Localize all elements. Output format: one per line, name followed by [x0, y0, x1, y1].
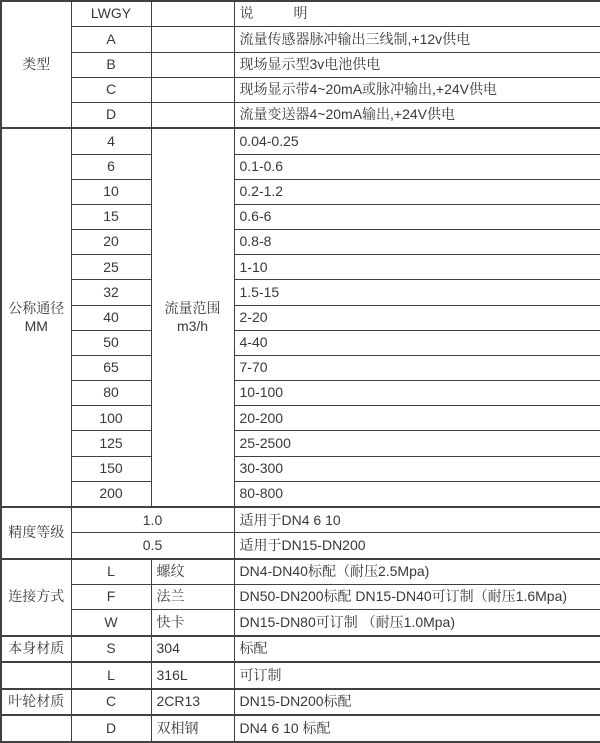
- impeller-name-cell: 316L: [151, 662, 234, 689]
- connection-name-cell: 法兰: [151, 585, 234, 610]
- type-desc-cell: 现场显示带4~20mA或脉冲输出,+24V供电: [234, 77, 600, 102]
- table-row: [1, 559, 600, 585]
- flow-range-cell: 0.8-8: [234, 230, 600, 255]
- diameter-label-line2: MM: [24, 317, 48, 334]
- type-desc-cell: 流量变送器4~20mA输出,+24V供电: [234, 102, 600, 128]
- table-row: [1, 406, 600, 431]
- dn-cell: 20: [71, 230, 151, 255]
- flow-range-cell: 7-70: [234, 355, 600, 380]
- table-row: [1, 610, 600, 636]
- dn-cell: 150: [71, 456, 151, 481]
- dn-cell: 200: [71, 481, 151, 507]
- dn-cell: 15: [71, 204, 151, 229]
- table-row: [1, 128, 600, 154]
- type-code-cell: D: [71, 102, 151, 128]
- type-desc-cell: 现场显示型3v电池供电: [234, 52, 600, 77]
- flow-range-cell: 1.5-15: [234, 280, 600, 305]
- dn-cell: 65: [71, 355, 151, 380]
- flow-range-label-line1: 流量范围: [164, 300, 221, 317]
- flow-range-cell: 30-300: [234, 456, 600, 481]
- table-row: [1, 27, 600, 52]
- flow-range-cell: 4-40: [234, 330, 600, 355]
- table-row: [1, 662, 600, 689]
- table-row: [1, 456, 600, 481]
- dn-cell: 10: [71, 179, 151, 204]
- body-material-desc-cell: 标配: [234, 636, 600, 663]
- flow-range-cell: 0.04-0.25: [234, 128, 600, 154]
- impeller-code-cell: C: [71, 689, 151, 716]
- flow-range-cell: 1-10: [234, 255, 600, 280]
- empty-cell: [151, 102, 234, 128]
- type-code-cell: B: [71, 52, 151, 77]
- connection-name-cell: 螺纹: [151, 559, 234, 585]
- connection-code-cell: F: [71, 585, 151, 610]
- impeller-material-label-cell: 叶轮材质: [1, 689, 71, 716]
- dn-cell: 125: [71, 431, 151, 456]
- impeller-desc-cell: 可订制: [234, 662, 600, 689]
- accuracy-desc-cell: 适用于DN4 6 10: [234, 507, 600, 533]
- table-row: [1, 1, 600, 27]
- dn-cell: 100: [71, 406, 151, 431]
- accuracy-grade-cell: 1.0: [71, 507, 234, 533]
- model-code-cell: LWGY: [71, 1, 151, 27]
- body-material-code-cell: S: [71, 636, 151, 663]
- dn-cell: 50: [71, 330, 151, 355]
- connection-code-cell: L: [71, 559, 151, 585]
- table-row: [1, 77, 600, 102]
- dn-cell: 25: [71, 255, 151, 280]
- accuracy-grade-cell: 0.5: [71, 533, 234, 559]
- empty-cell: [151, 52, 234, 77]
- impeller-name-cell: 2CR13: [151, 689, 234, 716]
- type-desc-cell: 流量传感器脉冲输出三线制,+12v供电: [234, 27, 600, 52]
- impeller-code-cell: D: [71, 715, 151, 742]
- table-row: [1, 585, 600, 610]
- table-row: [1, 636, 600, 663]
- flow-range-label-cell: [151, 128, 234, 507]
- impeller-code-cell: L: [71, 662, 151, 689]
- type-code-cell: A: [71, 27, 151, 52]
- type-label-cell: 类型: [1, 1, 71, 128]
- empty-cell: [151, 1, 234, 27]
- table-row: [1, 102, 600, 128]
- flow-range-cell: 0.1-0.6: [234, 154, 600, 179]
- empty-cell: [151, 77, 234, 102]
- description-header-cell: 说明: [234, 1, 600, 27]
- impeller-desc-cell: DN15-DN200标配: [234, 689, 600, 716]
- body-material-label-cell: 本身材质: [1, 636, 71, 663]
- connection-desc-cell: DN4-DN40标配（耐压2.5Mpa): [234, 559, 600, 585]
- table-row: [1, 52, 600, 77]
- table-row: [1, 355, 600, 380]
- table-row: [1, 689, 600, 716]
- connection-name-cell: 快卡: [151, 610, 234, 636]
- table-row: [1, 280, 600, 305]
- dn-cell: 4: [71, 128, 151, 154]
- dn-cell: 80: [71, 381, 151, 406]
- table-row: [1, 507, 600, 533]
- flow-range-cell: 20-200: [234, 406, 600, 431]
- table-row: [1, 330, 600, 355]
- table-row: [1, 230, 600, 255]
- dn-cell: 40: [71, 305, 151, 330]
- table-row: [1, 381, 600, 406]
- accuracy-desc-cell: 适用于DN15-DN200: [234, 533, 600, 559]
- table-row: [1, 481, 600, 507]
- table-row: [1, 255, 600, 280]
- flow-range-cell: 0.6-6: [234, 204, 600, 229]
- diameter-label-cell: [1, 128, 71, 507]
- empty-cell: [1, 662, 71, 689]
- table-row: [1, 204, 600, 229]
- type-code-cell: C: [71, 77, 151, 102]
- connection-desc-cell: DN50-DN200标配 DN15-DN40可订制（耐压1.6Mpa): [234, 585, 600, 610]
- diameter-label-line1: 公称通径: [8, 300, 65, 317]
- table-row: [1, 715, 600, 742]
- impeller-name-cell: 双相钢: [151, 715, 234, 742]
- connection-desc-cell: DN15-DN80可订制 （耐压1.0Mpa): [234, 610, 600, 636]
- table-row: [1, 533, 600, 559]
- flow-range-cell: 80-800: [234, 481, 600, 507]
- flow-range-cell: 2-20: [234, 305, 600, 330]
- empty-cell: [151, 27, 234, 52]
- flow-range-cell: 25-2500: [234, 431, 600, 456]
- dn-cell: 32: [71, 280, 151, 305]
- table-row: [1, 431, 600, 456]
- flow-range-cell: 0.2-1.2: [234, 179, 600, 204]
- table-row: [1, 154, 600, 179]
- flow-range-cell: 10-100: [234, 381, 600, 406]
- empty-cell: [1, 715, 71, 742]
- flow-range-label-line2: m3/h: [176, 317, 209, 334]
- accuracy-label-cell: 精度等级: [1, 507, 71, 559]
- connection-label-cell: 连接方式: [1, 559, 71, 636]
- table-row: [1, 305, 600, 330]
- body-material-name-cell: 304: [151, 636, 234, 663]
- table-row: [1, 179, 600, 204]
- dn-cell: 6: [71, 154, 151, 179]
- connection-code-cell: W: [71, 610, 151, 636]
- impeller-desc-cell: DN4 6 10 标配: [234, 715, 600, 742]
